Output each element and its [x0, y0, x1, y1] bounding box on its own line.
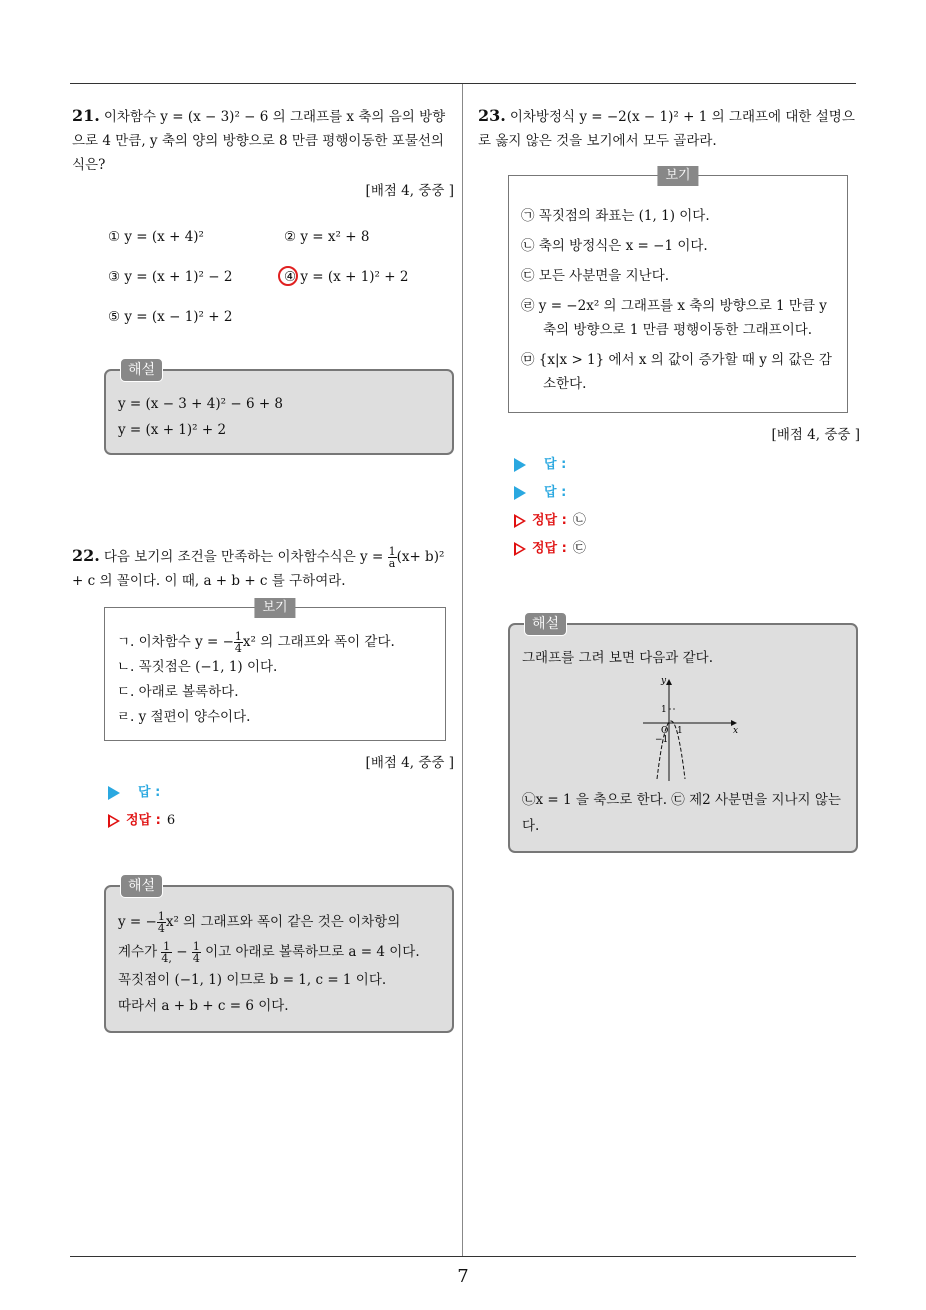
- choices: [108, 229, 454, 359]
- score-label: [배점 4, 중중 ]: [365, 755, 454, 771]
- example-item: ㄴ. 꼭짓점은 (−1, 1) 이다.: [117, 659, 278, 675]
- question-number: 22.: [72, 546, 100, 565]
- selected-circle-mark: [278, 266, 298, 286]
- fraction-denominator: 4: [234, 642, 242, 655]
- answer-label: 답 :: [544, 457, 567, 472]
- fraction-numerator: 1: [163, 940, 171, 953]
- outline-triangle-icon: [108, 814, 120, 828]
- example-item: ㄷ. 아래로 볼록하다.: [117, 684, 239, 700]
- question-21-text: [72, 104, 454, 177]
- play-triangle-icon: [108, 786, 120, 800]
- example-item: ㄹ. y 절편이 양수이다.: [117, 709, 251, 725]
- question-number: 23.: [478, 106, 506, 125]
- play-triangle-icon: [514, 458, 526, 472]
- question-number: 21.: [72, 106, 100, 125]
- explanation-tab: 해설: [524, 612, 567, 636]
- choice-5[interactable]: ⑤ y = (x − 1)² + 2: [108, 309, 233, 325]
- explanation-text: x² 의 그래프와 폭이 같은 것은 이차항의: [165, 914, 401, 930]
- example-box: [104, 600, 446, 741]
- column-divider: [462, 84, 463, 1256]
- correct-value: ㉡: [572, 513, 586, 528]
- outline-triangle-icon: [514, 514, 526, 528]
- choice-1[interactable]: ① y = (x + 4)²: [108, 229, 204, 245]
- fraction-numerator: 1: [192, 940, 200, 953]
- fraction-denominator: 4,: [161, 952, 172, 965]
- page-number: 7: [457, 1266, 469, 1287]
- fraction-denominator: 4: [192, 952, 200, 965]
- y-tick-label: 1: [661, 705, 667, 715]
- explanation-text: −: [176, 944, 188, 960]
- left-column: [72, 104, 454, 1014]
- question-body: 이차방정식 y = −2(x − 1)² + 1 의 그래프에 대한 설명으로 옳지 않은 것을 보기에서 모두 골라라.: [478, 109, 855, 149]
- outline-triangle-icon: [514, 542, 526, 556]
- fraction-numerator: 1: [388, 545, 396, 558]
- explanation-tab: 해설: [120, 358, 163, 382]
- explanation-line: y = (x − 3 + 4)² − 6 + 8: [118, 396, 284, 412]
- top-rule: [70, 83, 856, 84]
- fraction: [192, 941, 201, 964]
- question-21: [72, 104, 454, 455]
- graph-figure: [522, 671, 844, 787]
- bottom-rule: [70, 1256, 856, 1257]
- answer-label: 답 :: [138, 785, 161, 800]
- origin-label: O: [661, 726, 669, 736]
- correct-label: 정답 :: [532, 541, 567, 556]
- explanation-text: 계수가: [118, 944, 158, 960]
- answer-row[interactable]: [514, 451, 860, 479]
- choice-4-label: ④ y = (x + 1)² + 2: [284, 269, 409, 285]
- explanation-line: 그래프를 그려 보면 다음과 같다.: [522, 650, 713, 666]
- explanation-line: y = (x + 1)² + 2: [118, 422, 227, 438]
- x-tick-label: 1: [677, 726, 683, 736]
- example-item: ㉠ 꼭짓점의 좌표는 (1, 1) 이다.: [521, 208, 710, 224]
- question-23-text: [478, 104, 860, 153]
- fraction-numerator: 1: [157, 910, 165, 923]
- fraction: [157, 911, 166, 934]
- choice-3[interactable]: ③ y = (x + 1)² − 2: [108, 269, 233, 285]
- explanation-text: y = −: [118, 914, 157, 930]
- example-item: ㉣ y = −2x² 의 그래프를 x 축의 방향으로 1 만큼 y 축의 방향으로 1 만큼 평행이동한 그래프이다.: [521, 298, 827, 338]
- example-item-text: x² 의 그래프와 폭이 같다.: [242, 634, 395, 650]
- fraction-denominator: 4: [157, 922, 165, 935]
- answer-area: [514, 451, 860, 563]
- explanation-line: 따라서 a + b + c = 6 이다.: [118, 998, 289, 1014]
- correct-answer-row: [108, 807, 454, 835]
- explanation-tab: 해설: [120, 874, 163, 898]
- question-body-part: 다음 보기의 조건을 만족하는 이차함수식은 y =: [103, 549, 384, 565]
- y-tick-label: −1: [655, 735, 669, 745]
- parabola-graph: [623, 671, 743, 783]
- fraction: [161, 941, 172, 964]
- choice-4[interactable]: [284, 269, 408, 285]
- question-22-text: [72, 544, 454, 593]
- correct-answer-row: [514, 535, 860, 563]
- correct-label: 정답 :: [126, 813, 161, 828]
- example-item-text: ㄱ. 이차함수 y = −: [117, 634, 234, 650]
- x-axis-label: x: [733, 726, 739, 736]
- correct-label: 정답 :: [532, 513, 567, 528]
- example-item: [117, 630, 433, 655]
- explanation-line: ㉡x = 1 을 축으로 한다. ㉢ 제2 사분면을 지나지 않는다.: [522, 792, 841, 834]
- answer-area: [108, 779, 454, 835]
- explanation-line: [118, 937, 440, 967]
- y-axis-arrow: [666, 679, 672, 685]
- fraction: [388, 546, 397, 569]
- question-body: 이차함수 y = (x − 3)² − 6 의 그래프를 x 축의 음의 방향으로 4 만큼, y 축의 양의 방향으로 8 만큼 평행이동한 포물선의 식은?: [72, 109, 446, 173]
- explanation-text: 이고 아래로 볼록하므로 a = 4 이다.: [205, 944, 420, 960]
- correct-answer-row: [514, 507, 860, 535]
- score-label: [배점 4, 중중 ]: [771, 427, 860, 443]
- example-tab: 보기: [657, 166, 698, 186]
- example-item: ㉢ 모든 사분면을 지난다.: [521, 268, 670, 284]
- answer-row[interactable]: [514, 479, 860, 507]
- score-label: [배점 4, 중중 ]: [365, 183, 454, 199]
- explanation-line: 꼭짓점이 (−1, 1) 이므로 b = 1, c = 1 이다.: [118, 972, 387, 988]
- example-item: ㉤ {x|x > 1} 에서 x 의 값이 증가할 때 y 의 값은 감소한다.: [521, 352, 832, 392]
- question-body-part: (x+ b)² + c 의 꼴이다. 이 때, a + b + c 를 구하여라.: [72, 549, 445, 589]
- fraction: [234, 631, 243, 654]
- question-22: [72, 544, 454, 1033]
- example-box: [508, 168, 848, 413]
- example-item: ㉡ 축의 방정식은 x = −1 이다.: [521, 238, 708, 254]
- correct-value: ㉢: [572, 541, 586, 556]
- fraction-numerator: 1: [234, 630, 242, 643]
- explanation-box: [104, 878, 454, 1033]
- y-axis-label: y: [661, 676, 667, 686]
- example-tab: 보기: [254, 598, 295, 618]
- fraction-denominator: a: [388, 557, 396, 570]
- answer-label: 답 :: [544, 485, 567, 500]
- correct-value: 6: [166, 813, 176, 828]
- play-triangle-icon: [514, 486, 526, 500]
- answer-row[interactable]: [108, 779, 454, 807]
- explanation-box: [104, 362, 454, 455]
- choice-2[interactable]: ② y = x² + 8: [284, 229, 370, 245]
- explanation-box: [508, 616, 858, 853]
- explanation-line: [118, 907, 440, 937]
- right-column: [478, 104, 860, 853]
